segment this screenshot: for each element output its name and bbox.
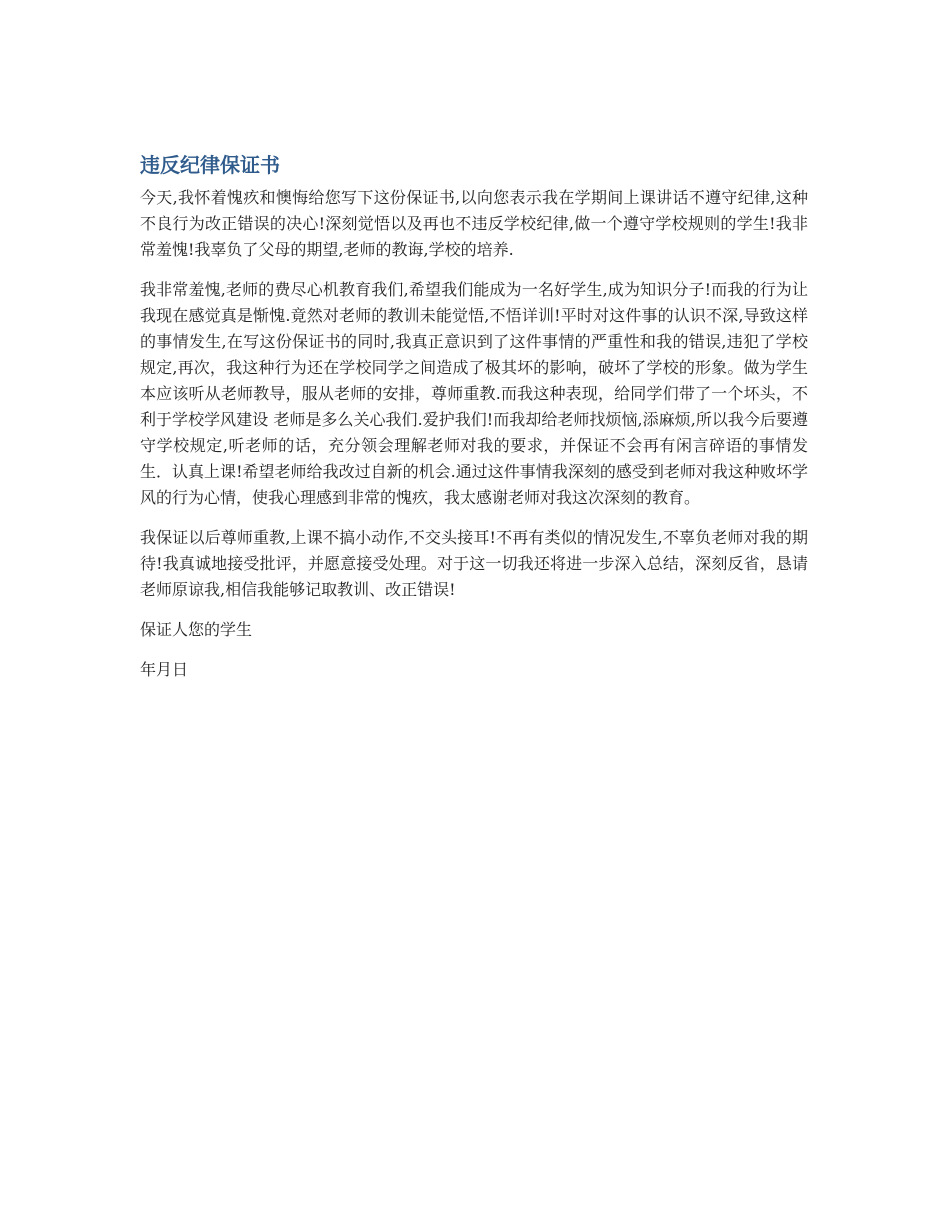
paragraph-apology-intro: 今天,我怀着愧疚和懊悔给您写下这份保证书,以向您表示我在学期间上课讲话不遵守纪律,这种不良行为改正错误的决心!深刻觉悟以及再也不违反学校纪律,做一个遵守学校规则的学生!我非常羞愧!我辜负了父母的期望,老师的教诲,学校的培养. [140, 188, 808, 259]
signature-line: 保证人您的学生 [140, 620, 253, 639]
document-body [140, 150, 808, 697]
document-title: 违反纪律保证书 [140, 153, 280, 177]
paragraph-pledge: 我保证以后尊师重教,上课不搞小动作,不交头接耳!不再有类似的情况发生,不辜负老师对我的期待!我真诚地接受批评，并愿意接受处理。对于这一切我还将进一步深入总结，深刻反省，恳请老师原谅我,相信我能够记取教训、改正错误! [140, 528, 808, 599]
paragraph-reflection: 我非常羞愧,老师的费尽心机教育我们,希望我们能成为一名好学生,成为知识分子!而我的行为让我现在感觉真是惭愧.竟然对老师的教训未能觉悟,不悟详训!平时对这件事的认识不深,导致这样的事情发生,在写这份保证书的同时,我真正意识到了这件事情的严重性和我的错误,违犯了学校规定,再次，我这种行为还在学校同学之间造成了极其坏的影响，破坏了学校的形象。做为学生本应该听从老师教导，服从老师的安排，尊师重教.而我这种表现，给同学们带了一个坏头，不利于学校学风建设 老师是多么关心我们.爱护我们!而我却给老师找烦恼,添麻烦,所以我今后要遵守学校规定,听老师的话，充分领会理解老师对我的要求，并保证不会再有闲言碎语的事情发生．认真上课!希望老师给我改过自新的机会.通过这件事情我深刻的感受到老师对我这种败坏学风的行为心情，使我心理感到非常的愧疚，我太感谢老师对我这次深刻的教育。 [140, 280, 808, 507]
date-line: 年月日 [140, 660, 189, 679]
